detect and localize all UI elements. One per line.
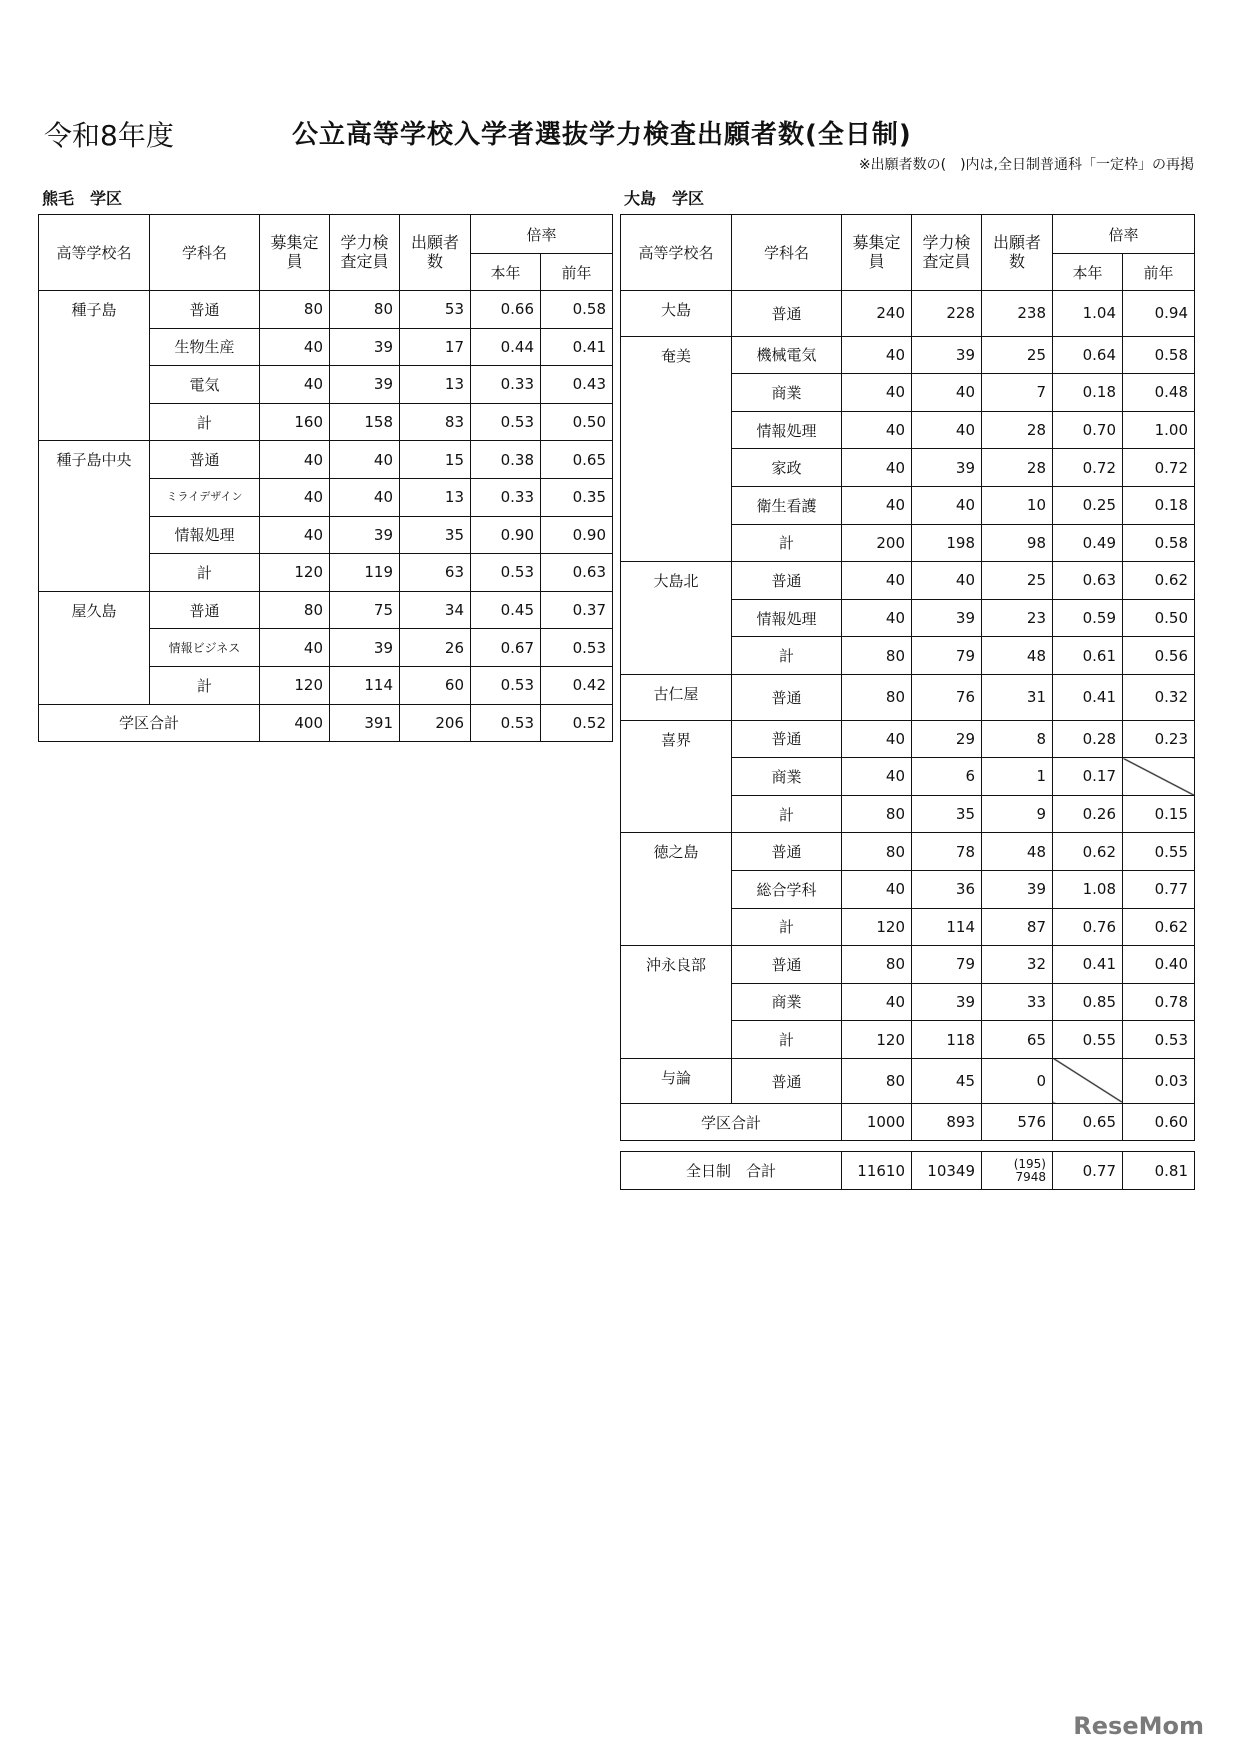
note-text: ※出願者数の( )内は,全日制普通科「一定枠」の再掲 [858, 157, 1194, 173]
applicants-cell: 48 [982, 833, 1053, 871]
capacity-cell: 40 [842, 870, 912, 908]
applicants-cell: 0 [982, 1058, 1053, 1104]
applicants-cell: 33 [982, 983, 1053, 1021]
dept-name: 情報処理 [150, 516, 260, 554]
capacity-cell: 1000 [842, 1104, 912, 1141]
applicants-cell: 32 [982, 946, 1053, 984]
capacity-cell: 80 [260, 591, 330, 629]
ratio-this-year-cell: 1.08 [1053, 870, 1123, 908]
exam-capacity-cell: 39 [912, 449, 982, 487]
ratio-last-year-cell: 0.40 [1123, 946, 1195, 984]
ratio-last-year-cell: 0.15 [1123, 795, 1195, 833]
kumage-table [38, 214, 613, 742]
applicants-cell: 206 [400, 704, 471, 741]
ratio-this-year-cell: 0.77 [1053, 1152, 1123, 1190]
ratio-this-year-cell: 0.66 [471, 291, 541, 329]
table-row [621, 291, 1195, 337]
applicants-cell: 15 [400, 441, 471, 479]
capacity-cell: 120 [260, 554, 330, 592]
dept-name: 衛生看護 [732, 486, 842, 524]
dept-name: 普通 [732, 674, 842, 720]
dept-name: 電気 [150, 366, 260, 404]
table-row [621, 1058, 1195, 1104]
ratio-this-year-cell: 1.04 [1053, 291, 1123, 337]
exam-capacity-cell: 114 [330, 666, 400, 704]
capacity-cell: 40 [260, 478, 330, 516]
dept-name: 計 [732, 908, 842, 946]
header-exam-capacity: 学力検査定員 [330, 215, 400, 291]
exam-capacity-cell: 119 [330, 554, 400, 592]
ratio-last-year-cell: 0.56 [1123, 637, 1195, 675]
applicants-cell: 25 [982, 336, 1053, 374]
ratio-last-year-cell: 0.52 [541, 704, 613, 741]
table-row [39, 441, 613, 479]
ratio-this-year-cell: 0.28 [1053, 720, 1123, 758]
ratio-last-year-cell: 0.43 [541, 366, 613, 404]
school-name: 屋久島 [39, 591, 150, 704]
capacity-cell: 200 [842, 524, 912, 562]
exam-capacity-cell: 35 [912, 795, 982, 833]
ratio-last-year-cell: 0.32 [1123, 674, 1195, 720]
exam-capacity-cell: 39 [912, 599, 982, 637]
dept-name: 普通 [732, 946, 842, 984]
district-total-label: 学区合計 [621, 1104, 842, 1141]
dept-name: 計 [732, 637, 842, 675]
district-label-kumage: 熊毛 学区 [42, 189, 123, 208]
table-row [621, 336, 1195, 374]
header-capacity: 募集定員 [842, 215, 912, 291]
applicants-cell: 48 [982, 637, 1053, 675]
ratio-last-year-cell: 0.94 [1123, 291, 1195, 337]
applicants-cell: 53 [400, 291, 471, 329]
exam-capacity-cell: 40 [912, 562, 982, 600]
ratio-this-year-cell: 0.72 [1053, 449, 1123, 487]
applicants-cell: 39 [982, 870, 1053, 908]
dept-name: 情報処理 [732, 411, 842, 449]
capacity-cell: 40 [842, 983, 912, 1021]
capacity-cell: 40 [842, 411, 912, 449]
capacity-cell: 40 [260, 516, 330, 554]
dept-name: ミライデザイン [150, 478, 260, 516]
capacity-cell: 40 [842, 599, 912, 637]
capacity-cell: 40 [842, 758, 912, 796]
ratio-last-year-cell: 0.42 [541, 666, 613, 704]
ratio-this-year-cell: 0.53 [471, 666, 541, 704]
dept-name: 情報処理 [732, 599, 842, 637]
exam-capacity-cell: 80 [330, 291, 400, 329]
dept-name: 生物生産 [150, 328, 260, 366]
capacity-cell: 40 [842, 486, 912, 524]
ratio-this-year-cell: 0.49 [1053, 524, 1123, 562]
exam-capacity-cell: 39 [912, 336, 982, 374]
ratio-this-year-cell: 0.33 [471, 366, 541, 404]
applicants-cell: 576 [982, 1104, 1053, 1141]
capacity-cell: 80 [842, 674, 912, 720]
school-name: 古仁屋 [621, 674, 732, 720]
ratio-last-year-cell: 0.37 [541, 591, 613, 629]
school-name: 与論 [621, 1058, 732, 1104]
capacity-cell: 240 [842, 291, 912, 337]
ratio-last-year-cell: 0.23 [1123, 720, 1195, 758]
dept-name: 普通 [150, 291, 260, 329]
capacity-cell: 40 [260, 366, 330, 404]
page-title: 公立高等学校入学者選抜学力検査出願者数(全日制) [292, 120, 912, 150]
header-this-year: 本年 [1053, 254, 1123, 291]
ratio-this-year-cell: 0.26 [1053, 795, 1123, 833]
header-capacity: 募集定員 [260, 215, 330, 291]
exam-capacity-cell: 75 [330, 591, 400, 629]
dept-name: 計 [150, 666, 260, 704]
empty-diagonal-cell [1053, 1058, 1123, 1104]
ratio-this-year-cell: 0.61 [1053, 637, 1123, 675]
header-applicants: 出願者数 [400, 215, 471, 291]
ratio-this-year-cell: 0.17 [1053, 758, 1123, 796]
capacity-cell: 80 [842, 637, 912, 675]
grand-total-table [620, 1151, 1195, 1190]
ratio-this-year-cell: 0.41 [1053, 946, 1123, 984]
ratio-this-year-cell: 0.53 [471, 554, 541, 592]
applicants-cell: 25 [982, 562, 1053, 600]
applicants-subtotal: (195) [1013, 1156, 1046, 1171]
grand-total-label: 全日制 合計 [621, 1152, 842, 1190]
exam-capacity-cell: 228 [912, 291, 982, 337]
exam-capacity-cell: 40 [912, 374, 982, 412]
table-row [39, 291, 613, 329]
capacity-cell: 11610 [842, 1152, 912, 1190]
exam-capacity-cell: 39 [330, 629, 400, 667]
ratio-last-year-cell: 0.60 [1123, 1104, 1195, 1141]
applicants-cell: 13 [400, 366, 471, 404]
table-row [621, 562, 1195, 600]
ratio-this-year-cell: 0.67 [471, 629, 541, 667]
ratio-last-year-cell: 0.50 [1123, 599, 1195, 637]
year-label: 令和8年度 [44, 119, 174, 152]
ratio-this-year-cell: 0.25 [1053, 486, 1123, 524]
applicants-cell: 65 [982, 1021, 1053, 1059]
dept-name: 普通 [732, 1058, 842, 1104]
applicants-cell: 10 [982, 486, 1053, 524]
ratio-this-year-cell: 0.85 [1053, 983, 1123, 1021]
district-label-oshima: 大島 学区 [624, 189, 705, 208]
exam-capacity-cell: 40 [912, 411, 982, 449]
header-school: 高等学校名 [39, 215, 150, 291]
capacity-cell: 120 [842, 1021, 912, 1059]
dept-name: 普通 [150, 591, 260, 629]
dept-name: 計 [732, 795, 842, 833]
applicants-cell [982, 1152, 1053, 1190]
exam-capacity-cell: 29 [912, 720, 982, 758]
exam-capacity-cell: 36 [912, 870, 982, 908]
exam-capacity-cell: 10349 [912, 1152, 982, 1190]
dept-name: 計 [150, 554, 260, 592]
dept-name: 総合学科 [732, 870, 842, 908]
school-name: 奄美 [621, 336, 732, 562]
dept-name: 情報ビジネス [150, 629, 260, 667]
dept-name: 普通 [732, 720, 842, 758]
ratio-last-year-cell: 0.78 [1123, 983, 1195, 1021]
ratio-this-year-cell: 0.55 [1053, 1021, 1123, 1059]
dept-name: 計 [732, 1021, 842, 1059]
dept-name: 計 [732, 524, 842, 562]
ratio-this-year-cell: 0.53 [471, 403, 541, 441]
ratio-this-year-cell: 0.76 [1053, 908, 1123, 946]
applicants-cell: 23 [982, 599, 1053, 637]
header-dept: 学科名 [732, 215, 842, 291]
capacity-cell: 80 [842, 833, 912, 871]
capacity-cell: 120 [260, 666, 330, 704]
ratio-last-year-cell: 0.65 [541, 441, 613, 479]
ratio-last-year-cell: 0.53 [1123, 1021, 1195, 1059]
header-ratio: 倍率 [471, 215, 613, 254]
applicants-cell: 26 [400, 629, 471, 667]
capacity-cell: 40 [842, 562, 912, 600]
ratio-this-year-cell: 0.62 [1053, 833, 1123, 871]
applicants-cell: 35 [400, 516, 471, 554]
school-name: 沖永良部 [621, 946, 732, 1059]
dept-name: 普通 [732, 833, 842, 871]
exam-capacity-cell: 118 [912, 1021, 982, 1059]
table-row [621, 720, 1195, 758]
dept-name: 機械電気 [732, 336, 842, 374]
header-dept: 学科名 [150, 215, 260, 291]
exam-capacity-cell: 6 [912, 758, 982, 796]
exam-capacity-cell: 198 [912, 524, 982, 562]
applicants-cell: 17 [400, 328, 471, 366]
applicants-cell: 98 [982, 524, 1053, 562]
applicants-cell: 9 [982, 795, 1053, 833]
ratio-this-year-cell: 0.64 [1053, 336, 1123, 374]
ratio-this-year-cell: 0.45 [471, 591, 541, 629]
dept-name: 商業 [732, 374, 842, 412]
ratio-this-year-cell: 0.53 [471, 704, 541, 741]
capacity-cell: 40 [842, 336, 912, 374]
capacity-cell: 400 [260, 704, 330, 741]
district-total-row [39, 704, 613, 741]
capacity-cell: 160 [260, 403, 330, 441]
capacity-cell: 40 [260, 441, 330, 479]
exam-capacity-cell: 40 [330, 478, 400, 516]
ratio-last-year-cell: 0.41 [541, 328, 613, 366]
applicants-cell: 238 [982, 291, 1053, 337]
ratio-last-year-cell: 0.81 [1123, 1152, 1195, 1190]
exam-capacity-cell: 78 [912, 833, 982, 871]
school-name: 大島 [621, 291, 732, 337]
capacity-cell: 40 [260, 328, 330, 366]
header-this-year: 本年 [471, 254, 541, 291]
capacity-cell: 40 [842, 449, 912, 487]
ratio-last-year-cell: 0.50 [541, 403, 613, 441]
applicants-cell: 28 [982, 449, 1053, 487]
table-row [621, 833, 1195, 871]
applicants-cell: 31 [982, 674, 1053, 720]
resemom-logo: ReseMom [1073, 1712, 1204, 1740]
dept-name: 普通 [732, 291, 842, 337]
applicants-cell: 8 [982, 720, 1053, 758]
capacity-cell: 80 [260, 291, 330, 329]
exam-capacity-cell: 79 [912, 946, 982, 984]
exam-capacity-cell: 40 [912, 486, 982, 524]
applicants-cell: 87 [982, 908, 1053, 946]
table-row [39, 591, 613, 629]
exam-capacity-cell: 39 [912, 983, 982, 1021]
table-row [621, 674, 1195, 720]
applicants-total: 7948 [1015, 1169, 1046, 1184]
header-school: 高等学校名 [621, 215, 732, 291]
capacity-cell: 80 [842, 1058, 912, 1104]
ratio-last-year-cell: 0.90 [541, 516, 613, 554]
ratio-last-year-cell: 0.62 [1123, 562, 1195, 600]
school-name: 大島北 [621, 562, 732, 675]
applicants-cell: 60 [400, 666, 471, 704]
capacity-cell: 80 [842, 795, 912, 833]
school-name: 喜界 [621, 720, 732, 833]
exam-capacity-cell: 158 [330, 403, 400, 441]
applicants-cell: 1 [982, 758, 1053, 796]
ratio-this-year-cell: 0.65 [1053, 1104, 1123, 1141]
ratio-last-year-cell: 0.55 [1123, 833, 1195, 871]
exam-capacity-cell: 114 [912, 908, 982, 946]
exam-capacity-cell: 39 [330, 328, 400, 366]
ratio-last-year-cell: 0.63 [541, 554, 613, 592]
ratio-last-year-cell: 0.58 [541, 291, 613, 329]
header-applicants: 出願者数 [982, 215, 1053, 291]
exam-capacity-cell: 40 [330, 441, 400, 479]
capacity-cell: 40 [260, 629, 330, 667]
dept-name: 商業 [732, 983, 842, 1021]
header-last-year: 前年 [541, 254, 613, 291]
ratio-last-year-cell: 0.62 [1123, 908, 1195, 946]
ratio-this-year-cell: 0.90 [471, 516, 541, 554]
exam-capacity-cell: 893 [912, 1104, 982, 1141]
school-name: 種子島中央 [39, 441, 150, 591]
dept-name: 家政 [732, 449, 842, 487]
ratio-this-year-cell: 0.38 [471, 441, 541, 479]
applicants-cell: 13 [400, 478, 471, 516]
ratio-last-year-cell: 0.18 [1123, 486, 1195, 524]
empty-diagonal-cell [1123, 758, 1195, 796]
exam-capacity-cell: 76 [912, 674, 982, 720]
ratio-this-year-cell: 0.18 [1053, 374, 1123, 412]
district-total-row [621, 1104, 1195, 1141]
ratio-this-year-cell: 0.63 [1053, 562, 1123, 600]
dept-name: 商業 [732, 758, 842, 796]
exam-capacity-cell: 45 [912, 1058, 982, 1104]
capacity-cell: 40 [842, 374, 912, 412]
capacity-cell: 120 [842, 908, 912, 946]
ratio-this-year-cell: 0.33 [471, 478, 541, 516]
applicants-cell: 63 [400, 554, 471, 592]
dept-name: 計 [150, 403, 260, 441]
exam-capacity-cell: 39 [330, 366, 400, 404]
applicants-cell: 34 [400, 591, 471, 629]
ratio-this-year-cell: 0.59 [1053, 599, 1123, 637]
header-ratio: 倍率 [1053, 215, 1195, 254]
header-exam-capacity: 学力検査定員 [912, 215, 982, 291]
dept-name: 普通 [732, 562, 842, 600]
ratio-this-year-cell: 0.44 [471, 328, 541, 366]
capacity-cell: 40 [842, 720, 912, 758]
exam-capacity-cell: 79 [912, 637, 982, 675]
school-name: 種子島 [39, 291, 150, 441]
exam-capacity-cell: 39 [330, 516, 400, 554]
header-last-year: 前年 [1123, 254, 1195, 291]
oshima-table [620, 214, 1195, 1141]
ratio-last-year-cell: 0.72 [1123, 449, 1195, 487]
grand-total-row [621, 1152, 1195, 1190]
applicants-cell: 83 [400, 403, 471, 441]
applicants-cell: 7 [982, 374, 1053, 412]
ratio-this-year-cell: 0.41 [1053, 674, 1123, 720]
ratio-last-year-cell: 0.53 [541, 629, 613, 667]
dept-name: 普通 [150, 441, 260, 479]
ratio-last-year-cell: 0.35 [541, 478, 613, 516]
ratio-last-year-cell: 0.03 [1123, 1058, 1195, 1104]
district-total-label: 学区合計 [39, 704, 260, 741]
ratio-last-year-cell: 0.58 [1123, 524, 1195, 562]
school-name: 徳之島 [621, 833, 732, 946]
ratio-last-year-cell: 0.77 [1123, 870, 1195, 908]
ratio-last-year-cell: 0.48 [1123, 374, 1195, 412]
applicants-cell: 28 [982, 411, 1053, 449]
table-row [621, 946, 1195, 984]
ratio-last-year-cell: 1.00 [1123, 411, 1195, 449]
ratio-last-year-cell: 0.58 [1123, 336, 1195, 374]
capacity-cell: 80 [842, 946, 912, 984]
exam-capacity-cell: 391 [330, 704, 400, 741]
ratio-this-year-cell: 0.70 [1053, 411, 1123, 449]
